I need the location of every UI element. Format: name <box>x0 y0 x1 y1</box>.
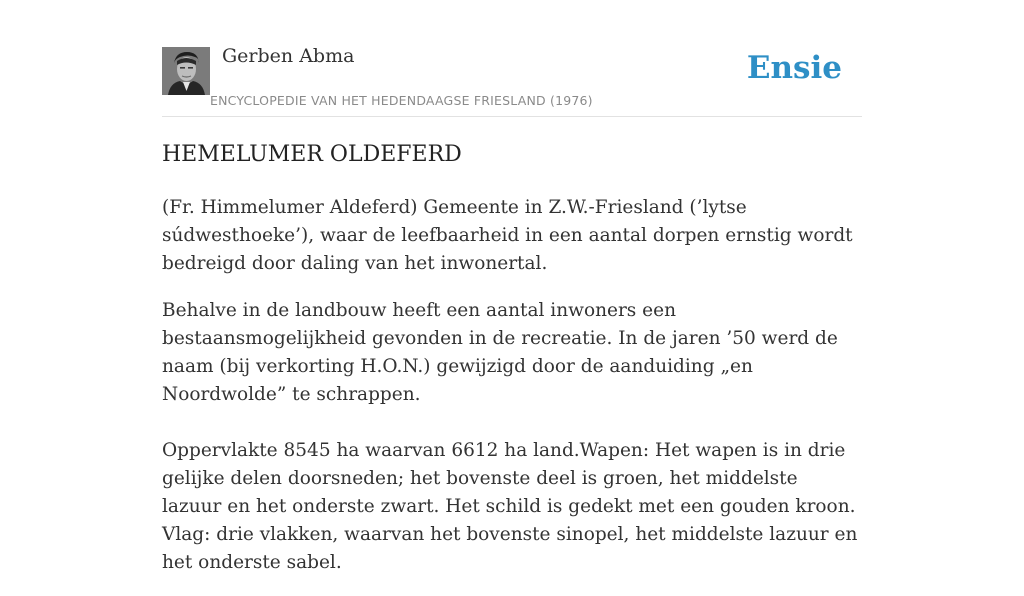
ensie-logo[interactable]: Ensie <box>746 50 842 86</box>
article-paragraph: Oppervlakte 8545 ha waarvan 6612 ha land.Wapen: Het wapen is in drie gelijke delen doorsneden; het bovenste deel is groen, het middelste lazuur en het onderste zwart. Het schild is gedekt met een gouden kroon. Vlag: drie vlakken, waarvan het bovenste sinopel, het middelste lazuur en het onderste sabel. <box>162 440 858 573</box>
article-title: HEMELUMER OLDEFERD <box>162 142 462 167</box>
author-name[interactable]: Gerben Abma <box>222 45 355 67</box>
article <box>162 138 862 596</box>
article-paragraph: Behalve in de landbouw heeft een aantal inwoners een bestaansmogelijkheid gevonden in de recreatie. In de jaren ’50 werd de naam (bij verkorting H.O.N.) gewijzigd door de aanduiding „en Noordwolde” te schrappen. <box>162 300 838 405</box>
author-avatar[interactable] <box>162 47 210 95</box>
source-label[interactable]: ENCYCLOPEDIE VAN HET HEDENDAAGSE FRIESLAND (1976) <box>210 93 593 108</box>
author-photo <box>162 47 210 95</box>
article-paragraph: (Fr. Himmelumer Aldeferd) Gemeente in Z.W.-Friesland (’lytse súdwesthoeke’), waar de leefbaarheid in een aantal dorpen ernstig wordt bedreigd door daling van het inwonertal. <box>162 197 853 274</box>
header <box>162 0 862 117</box>
